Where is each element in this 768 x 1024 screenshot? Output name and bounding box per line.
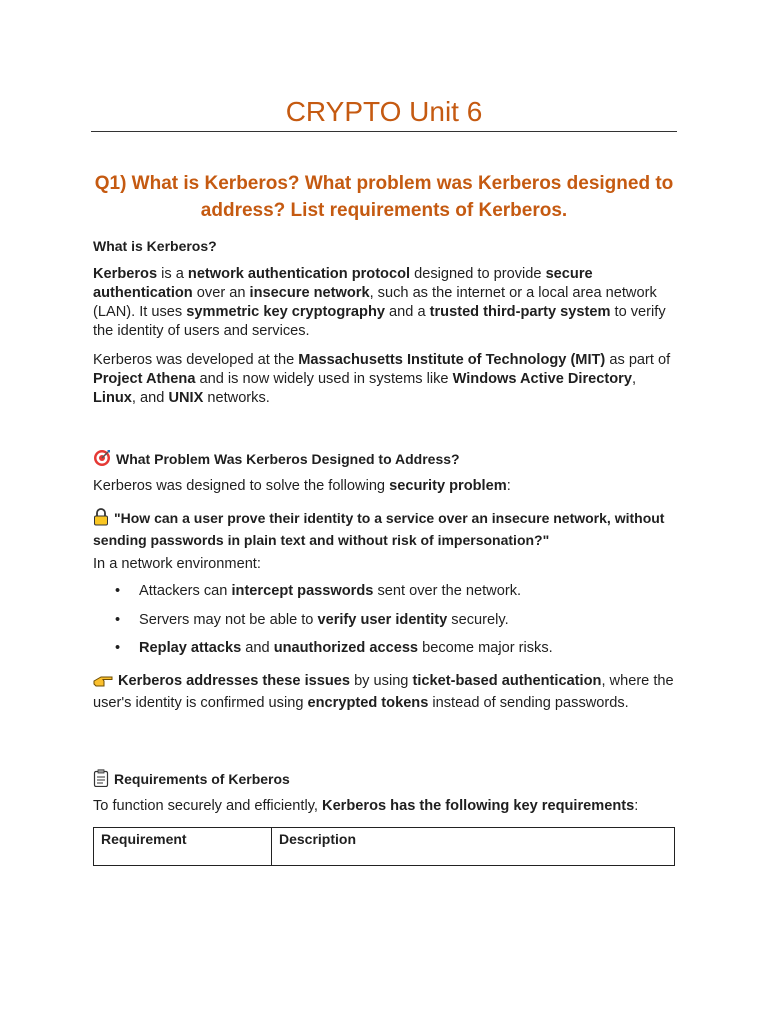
clipboard-icon [93,769,109,792]
document-title: CRYPTO Unit 6 [285,96,483,127]
pointing-hand-icon [93,672,113,694]
network-env-text: In a network environment: [93,556,261,572]
paragraph-history: Kerberos was developed at the Massachusetts Institute of Technology (MIT) as part of Project Athena and is now widely used in systems like Windows Active Directory, Linux, and UNIX networks. [93,352,671,406]
requirements-intro: To function securely and efficiently, Kerberos has the following key requirements: [93,798,639,814]
section-heading-problem: What Problem Was Kerberos Designed to Address? [93,449,683,472]
list-item: • Replay attacks and unauthorized access become major risks. [115,640,553,656]
section-heading-what-is: What is Kerberos? [93,238,217,254]
list-item: • Attackers can intercept passwords sent over the network. [115,583,522,599]
target-icon [93,449,111,472]
table-header-row [94,828,675,866]
question-heading: Q1) What is Kerberos? What problem was Kerberos designed to address? List requirements of Kerberos. [94,173,674,221]
table-header-description: Description [272,828,675,866]
section-heading-requirements: Requirements of Kerberos [93,769,683,792]
solution-summary: Kerberos addresses these issues by using ticket-based authentication, where the user's identity is confirmed using encrypted tokens instead of sending passwords. [93,673,674,711]
list-item: • Servers may not be able to verify user identity securely. [115,611,509,628]
paragraph-definition: Kerberos is a network authentication protocol designed to provide secure authentication over an insecure network, such as the internet or a local area network (LAN). It uses symmetric key cryptography and a trusted third-party system to verify the identity of users and services. [93,266,666,339]
risk-list [93,582,683,668]
title-divider [91,131,677,132]
requirements-table [93,827,675,866]
problem-quote: "How can a user prove their identity to a service over an insecure network, without sending passwords in plain text and without risk of impersonation?" [93,510,665,548]
table-header-requirement: Requirement [94,828,272,866]
problem-intro: Kerberos was designed to solve the following security problem: [93,478,511,494]
lock-icon [93,508,109,531]
